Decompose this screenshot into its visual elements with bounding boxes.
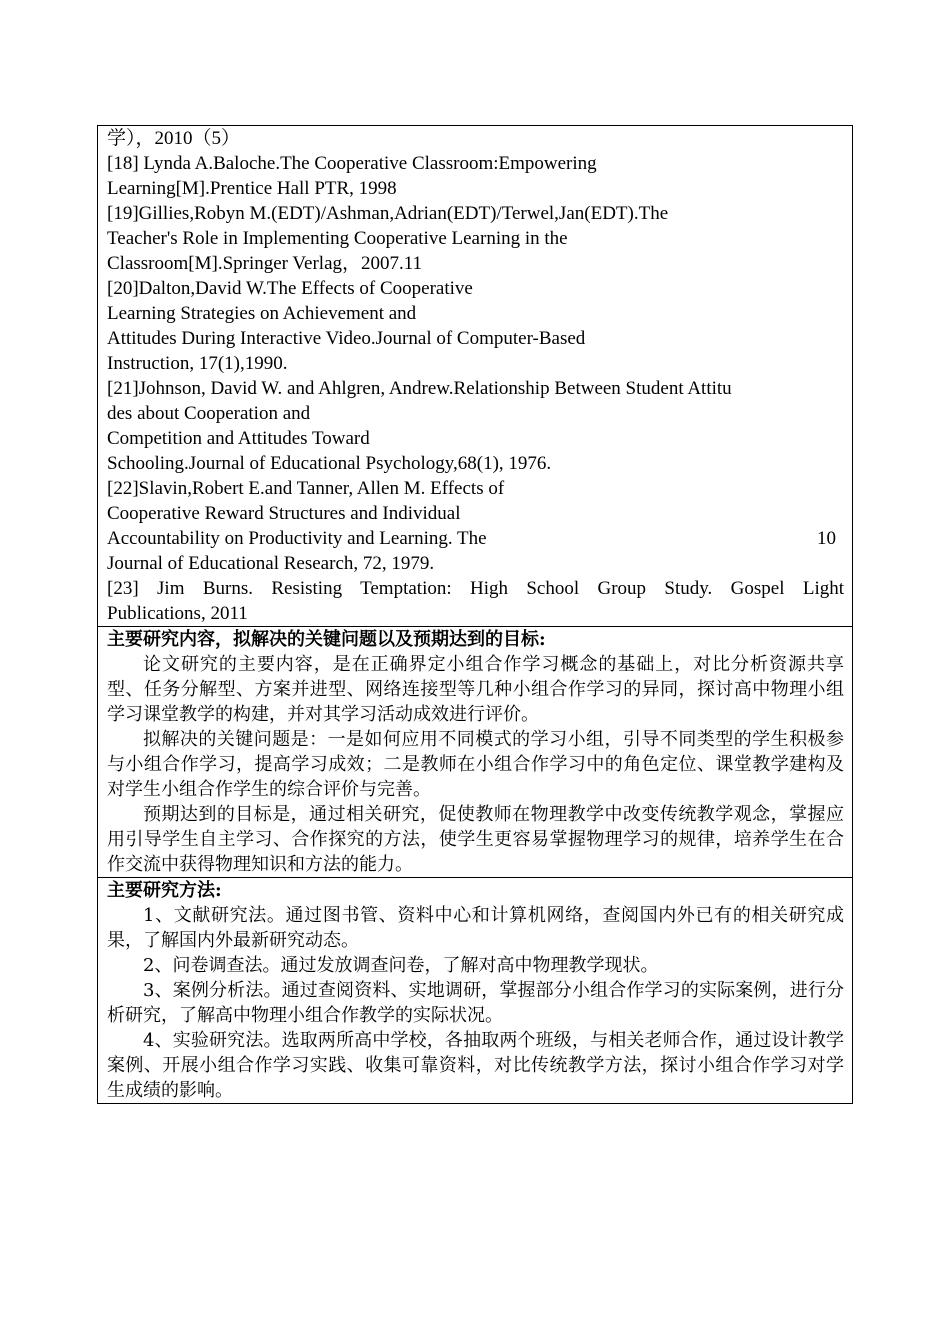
reference-line: Cooperative Reward Structures and Individual (107, 503, 461, 524)
reference-line: [19]Gillies,Robyn M.(EDT)/Ashman,Adrian(EDT)/Terwel,Jan(EDT).The (107, 203, 669, 224)
expected-goals-paragraph: 预期达到的目标是，通过相关研究，促使教师在物理教学中改变传统教学观念，掌握应用引导学生自主学习、合作探究的方法，使学生更容易掌握物理学习的规律，培养学生在合作交流中获得物理知识和方法的能力。 (107, 804, 844, 875)
reference-line: Teacher's Role in Implementing Cooperative Learning in the (107, 228, 568, 249)
reference-line: 学），2010（5） (107, 128, 241, 149)
reference-line: Journal of Educational Research, 72, 1979. (107, 553, 435, 574)
reference-line: [23] Jim Burns. Resisting Temptation: High School Group Study. Gospel Light (107, 578, 844, 599)
reference-line: Publications, 2011 (107, 603, 248, 624)
reference-text: Accountability on Productivity and Learning. The (107, 528, 487, 549)
reference-line: [18] Lynda A.Baloche.The Cooperative Classroom:Empowering (107, 153, 597, 174)
method-paragraph: 1、文献研究法。通过图书管、资料中心和计算机网络，查阅国内外已有的相关研究成果，了解国内外最新研究动态。 (107, 905, 844, 951)
page-number: 10 (817, 528, 836, 549)
reference-line: [20]Dalton,David W.The Effects of Cooperative (107, 278, 473, 299)
document-table (97, 125, 853, 1104)
reference-line: Competition and Attitudes Toward (107, 428, 370, 449)
research-content-heading: 主要研究内容，拟解决的关键问题以及预期达到的目标: (107, 629, 546, 650)
references-cell (98, 126, 852, 627)
reference-line: des about Cooperation and (107, 403, 311, 424)
method-paragraph: 4、实验研究法。选取两所高中学校，各抽取两个班级，与相关老师合作，通过设计教学案例、开展小组合作学习实践、收集可靠资料，对比传统教学方法，探讨小组合作学习对学生成绩的影响。 (107, 1030, 844, 1101)
research-methods-heading: 主要研究方法: (107, 880, 222, 901)
reference-line: Classroom[M].Springer Verlag，2007.11 (107, 253, 423, 274)
research-content-cell (98, 627, 852, 878)
reference-line: [21]Johnson, David W. and Ahlgren, Andrew.Relationship Between Student Attitu (107, 378, 732, 399)
key-problems-paragraph: 拟解决的关键问题是：一是如何应用不同模式的学习小组，引导不同类型的学生积极参与小组合作学习，提高学习成效；二是教师在小组合作学习中的角色定位、课堂教学建构及对学生小组合作学生的综合评价与完善。 (107, 729, 844, 800)
reference-line: Attitudes During Interactive Video.Journal of Computer-Based (107, 328, 586, 349)
reference-line (107, 526, 844, 551)
method-paragraph: 3、案例分析法。通过查阅资料、实地调研，掌握部分小组合作学习的实际案例，进行分析研究，了解高中物理小组合作教学的实际状况。 (107, 980, 844, 1026)
method-paragraph: 2、问卷调查法。通过发放调查问卷，了解对高中物理教学现状。 (143, 955, 659, 976)
reference-line: Learning[M].Prentice Hall PTR, 1998 (107, 178, 397, 199)
reference-line: Instruction, 17(1),1990. (107, 353, 288, 374)
reference-line: [22]Slavin,Robert E.and Tanner, Allen M. Effects of (107, 478, 505, 499)
reference-line: Learning Strategies on Achievement and (107, 303, 417, 324)
reference-line: Schooling.Journal of Educational Psychology,68(1), 1976. (107, 453, 552, 474)
research-methods-cell (98, 878, 852, 1103)
research-content-paragraph: 论文研究的主要内容，是在正确界定小组合作学习概念的基础上，对比分析资源共享型、任务分解型、方案并进型、网络连接型等几种小组合作学习的异同，探讨高中物理小组学习课堂教学的构建，并对其学习活动成效进行评价。 (107, 654, 844, 725)
